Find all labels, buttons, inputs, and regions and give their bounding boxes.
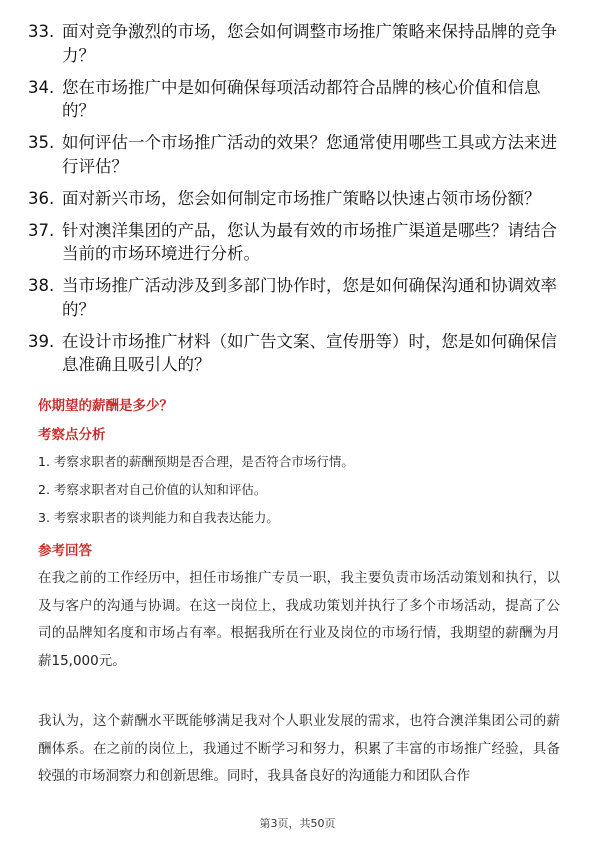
question-number: 39. bbox=[28, 331, 55, 351]
question-item bbox=[28, 274, 568, 321]
question-list bbox=[28, 20, 568, 385]
question-text: 如何评估一个市场推广活动的效果？您通常使用哪些工具或方法来进行评估？ bbox=[62, 133, 557, 176]
analysis-heading: 考察点分析 bbox=[38, 427, 106, 443]
question-item bbox=[28, 131, 568, 178]
question-number: 33. bbox=[28, 22, 55, 41]
question-item bbox=[28, 219, 568, 266]
question-text: 您在市场推广中是如何确保每项活动都符合品牌的核心价值和信息的？ bbox=[62, 77, 541, 120]
question-item bbox=[28, 76, 568, 123]
salary-question-heading: 你期望的薪酬是多少？ bbox=[38, 398, 173, 414]
question-number: 36. bbox=[28, 188, 55, 208]
question-number: 34. bbox=[28, 77, 55, 97]
analysis-point: 2. 考察求职者对自己价值的认知和评估。 bbox=[38, 482, 267, 497]
question-text: 面对新兴市场，您会如何制定市场推广策略以快速占领市场份额？ bbox=[62, 188, 541, 208]
question-item bbox=[28, 330, 568, 377]
question-number: 37. bbox=[28, 220, 55, 240]
question-item bbox=[28, 187, 568, 211]
page-footer: 第3页，共50页 bbox=[259, 817, 336, 830]
question-text: 针对澳洋集团的产品，您认为最有效的市场推广渠道是哪些？请结合当前的市场环境进行分析。 bbox=[62, 220, 557, 263]
analysis-point: 3. 考察求职者的谈判能力和自我表达能力。 bbox=[38, 510, 279, 525]
answer-paragraph: 在我之前的工作经历中，担任市场推广专员一职，我主要负责市场活动策划和执行，以及与客户的沟通与协调。在这一岗位上，我成功策划并执行了多个市场活动，提高了公司的品牌知名度和市场占有率。根据我所在行业及岗位的市场行情，我期望的薪酬为月薪15,000元。 bbox=[38, 570, 560, 669]
reference-answer-heading: 参考回答 bbox=[38, 543, 92, 559]
analysis-point: 1. 考察求职者的薪酬预期是否合理，是否符合市场行情。 bbox=[38, 454, 354, 469]
answer-paragraph: 我认为，这个薪酬水平既能够满足我对个人职业发展的需求，也符合澳洋集团公司的薪酬体系。在之前的岗位上，我通过不断学习和努力，积累了丰富的市场推广经验，具备较强的市场洞察力和创新思维。同时，我具备良好的沟通能力和团队合作 bbox=[38, 713, 560, 784]
question-number: 38. bbox=[28, 276, 55, 295]
question-number: 35. bbox=[28, 133, 55, 152]
question-text: 面对竞争激烈的市场，您会如何调整市场推广策略来保持品牌的竞争力？ bbox=[62, 22, 557, 65]
question-text: 在设计市场推广材料（如广告文案、宣传册等）时，您是如何确保信息准确且吸引人的？ bbox=[62, 331, 557, 374]
question-text: 当市场推广活动涉及到多部门协作时，您是如何确保沟通和协调效率的？ bbox=[62, 276, 557, 319]
question-item bbox=[28, 20, 568, 67]
